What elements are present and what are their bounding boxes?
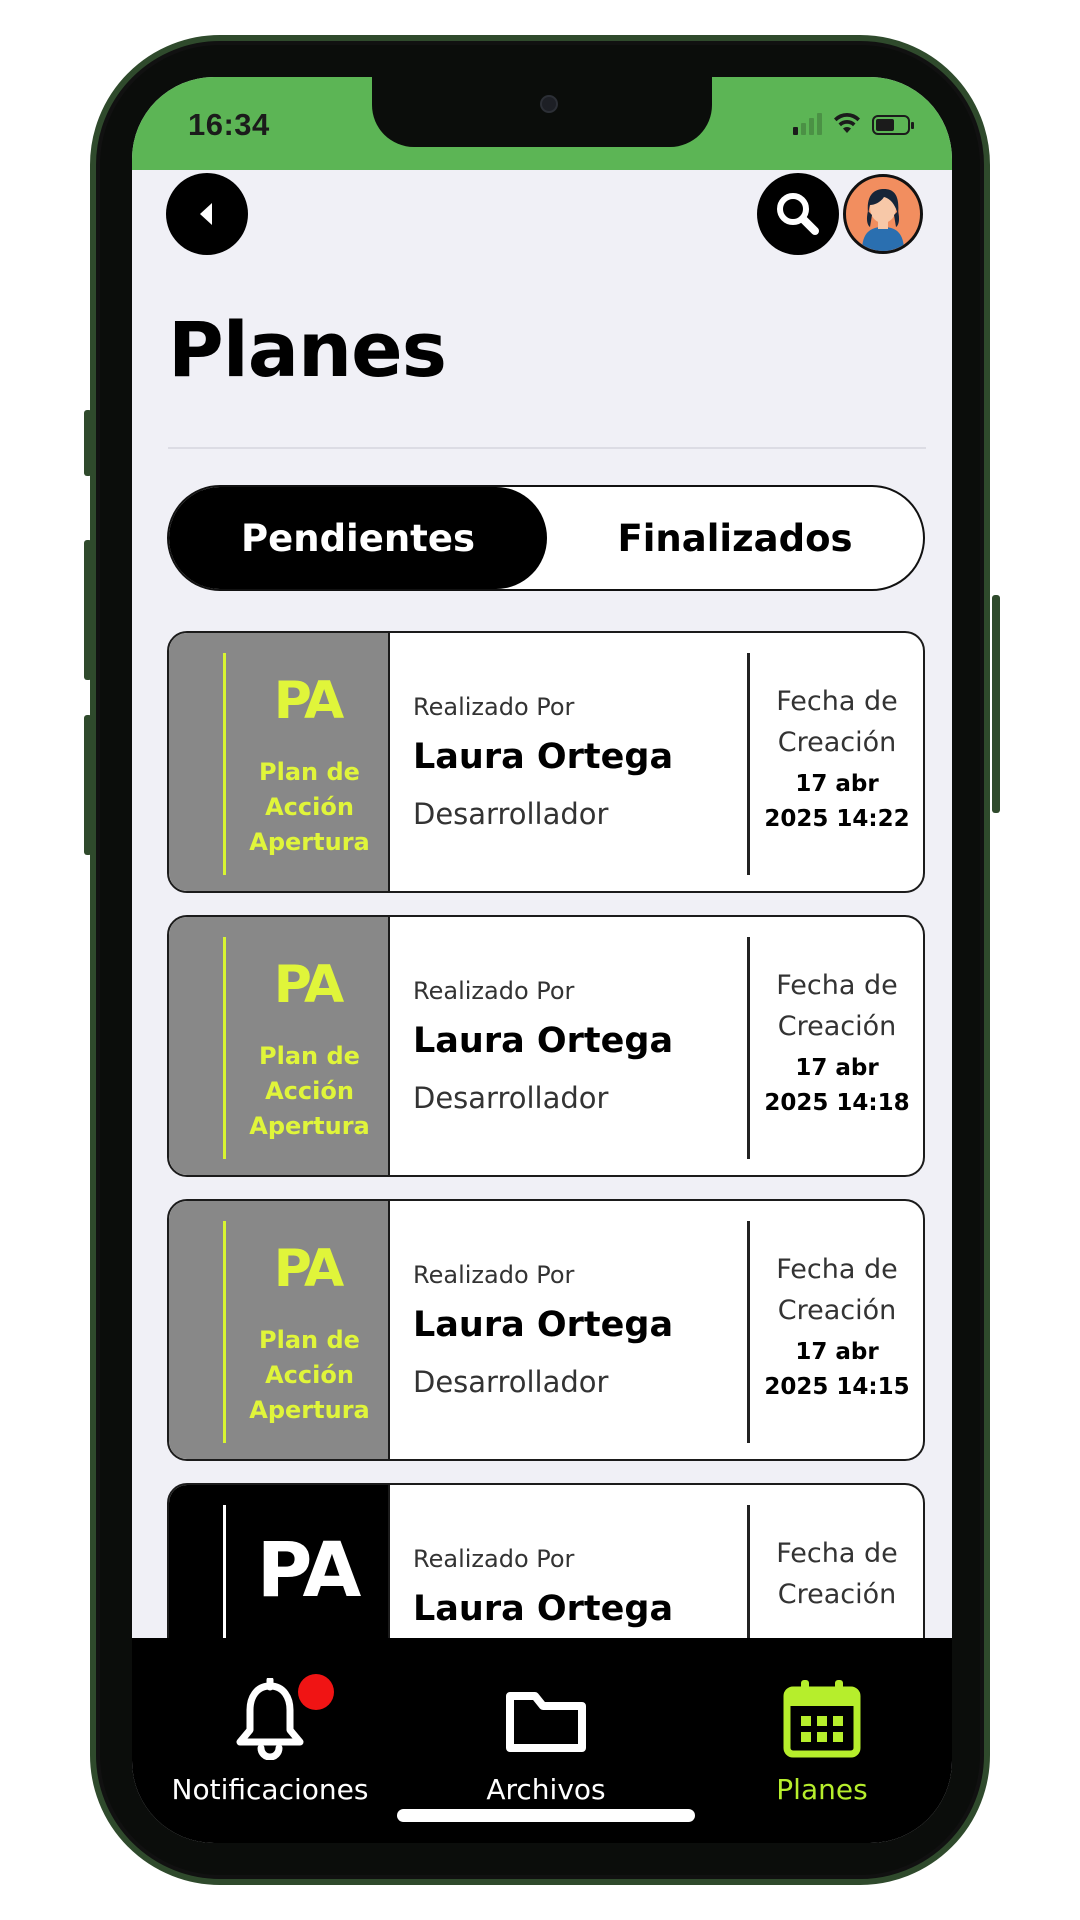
- date-label: Fecha de: [776, 1254, 898, 1285]
- notch: [372, 77, 712, 147]
- author-name: Laura Ortega: [413, 1589, 674, 1629]
- plan-type-name: [231, 755, 388, 860]
- plan-type-name-line: Plan de: [259, 1326, 360, 1354]
- plan-type-name-line: Acción: [265, 793, 354, 821]
- date-label: Fecha de: [776, 686, 898, 717]
- date-label: Creación: [777, 1579, 897, 1610]
- status-time: 16:34: [188, 107, 270, 142]
- creation-date: [751, 1051, 923, 1121]
- plan-code: PA: [256, 1525, 359, 1614]
- date-label: Fecha de: [776, 1538, 898, 1569]
- tab-finished[interactable]: Finalizados: [617, 516, 853, 560]
- badge-accent-line: [223, 937, 226, 1159]
- status-segmented-control: [167, 485, 925, 591]
- creation-date: [751, 767, 923, 837]
- battery-icon: [872, 115, 910, 135]
- made-by-label: Realizado Por: [413, 693, 575, 721]
- author-name: Laura Ortega: [413, 1305, 674, 1345]
- wifi-icon: [832, 111, 862, 135]
- author-name: Laura Ortega: [413, 1021, 674, 1061]
- nav-label: Notificaciones: [171, 1773, 369, 1806]
- date-label: Creación: [777, 1295, 897, 1326]
- battery-level-fill: [876, 119, 894, 131]
- home-indicator[interactable]: [397, 1809, 695, 1822]
- phone-volume-up: [84, 540, 92, 680]
- creation-date-block: [751, 1249, 923, 1405]
- creation-date-day: 17 abr: [795, 1055, 879, 1081]
- nav-files[interactable]: [446, 1678, 646, 1806]
- phone-volume-down: [84, 715, 92, 855]
- status-icons: [793, 111, 910, 135]
- back-button[interactable]: [166, 173, 248, 255]
- card-separator: [747, 653, 750, 875]
- search-button[interactable]: [757, 173, 839, 255]
- badge-accent-line: [223, 653, 226, 875]
- date-label: Creación: [777, 727, 897, 758]
- plan-type-badge: [169, 633, 390, 891]
- plan-card[interactable]: [167, 1199, 925, 1461]
- card-separator: [747, 937, 750, 1159]
- plan-type-badge: [169, 1201, 390, 1459]
- creation-date-time: 2025 14:22: [764, 806, 910, 832]
- plan-card[interactable]: [167, 915, 925, 1177]
- header-divider: [168, 447, 926, 449]
- nav-plans[interactable]: [722, 1678, 922, 1806]
- plan-type-badge: [169, 917, 390, 1175]
- plan-code: PA: [273, 671, 342, 731]
- author-role: Desarrollador: [413, 1081, 609, 1115]
- page-title: Planes: [168, 305, 446, 394]
- folder-icon: [503, 1678, 589, 1760]
- author-role: Desarrollador: [413, 1365, 609, 1399]
- date-label: Creación: [777, 1011, 897, 1042]
- creation-date: [751, 1335, 923, 1405]
- screen: [132, 77, 952, 1843]
- creation-date-time: 2025 14:15: [764, 1374, 910, 1400]
- creation-date-block: [751, 1533, 923, 1615]
- nav-label: Planes: [776, 1773, 868, 1806]
- profile-avatar[interactable]: [843, 174, 923, 254]
- creation-date-day: 17 abr: [795, 771, 879, 797]
- made-by-label: Realizado Por: [413, 1545, 575, 1573]
- made-by-label: Realizado Por: [413, 977, 575, 1005]
- date-label: Fecha de: [776, 970, 898, 1001]
- plan-type-name: [231, 1323, 388, 1428]
- phone-power-button: [992, 595, 1000, 813]
- plan-type-name-line: Acción: [265, 1361, 354, 1389]
- plan-code: PA: [273, 1239, 342, 1299]
- chevron-left-icon: [192, 199, 222, 229]
- notification-badge: [298, 1674, 334, 1710]
- author-role: Desarrollador: [413, 797, 609, 831]
- plan-type-name-line: Plan de: [259, 1042, 360, 1070]
- calendar-icon: [781, 1678, 863, 1760]
- cellular-signal-icon: [793, 113, 822, 135]
- plan-type-name-line: Apertura: [249, 1396, 370, 1424]
- creation-date-day: 17 abr: [795, 1339, 879, 1365]
- nav-notifications[interactable]: [170, 1678, 370, 1806]
- plan-type-name: [231, 1039, 388, 1144]
- nav-label: Archivos: [486, 1773, 606, 1806]
- plan-code: PA: [273, 955, 342, 1015]
- creation-date-block: [751, 681, 923, 837]
- badge-accent-line: [223, 1221, 226, 1443]
- creation-date-time: 2025 14:18: [764, 1090, 910, 1116]
- creation-date-block: [751, 965, 923, 1121]
- phone-silent-switch: [84, 410, 92, 476]
- plan-type-name-line: Plan de: [259, 758, 360, 786]
- made-by-label: Realizado Por: [413, 1261, 575, 1289]
- search-icon: [772, 188, 824, 240]
- author-name: Laura Ortega: [413, 737, 674, 777]
- front-camera: [540, 95, 558, 113]
- card-separator: [747, 1221, 750, 1443]
- plan-card[interactable]: [167, 631, 925, 893]
- plan-type-name-line: Acción: [265, 1077, 354, 1105]
- plan-type-name-line: Apertura: [249, 828, 370, 856]
- tab-pending[interactable]: Pendientes: [169, 487, 547, 589]
- plan-type-name-line: Apertura: [249, 1112, 370, 1140]
- user-avatar-icon: [846, 177, 920, 251]
